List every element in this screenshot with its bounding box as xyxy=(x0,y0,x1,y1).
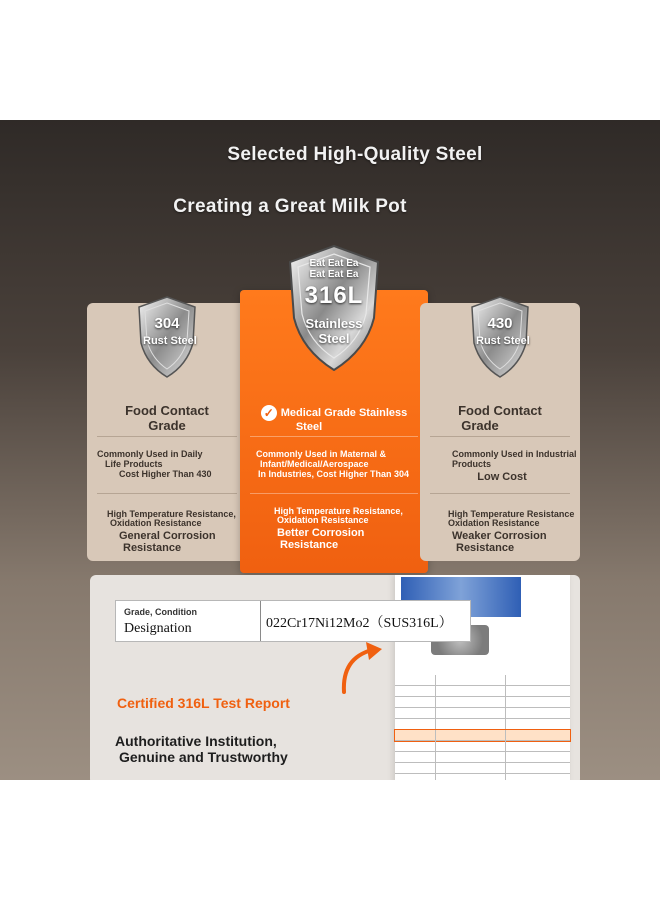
designation-value: 022Cr17Ni12Mo2（SUS316L） xyxy=(266,616,453,631)
shield-304-label: Rust Steel xyxy=(143,335,197,347)
table-row xyxy=(395,741,570,752)
test-report-panel xyxy=(90,575,580,780)
divider xyxy=(250,436,418,437)
shield-316l-top xyxy=(286,258,382,280)
condition-label: Grade, Condition xyxy=(124,607,197,617)
table-row xyxy=(395,719,570,730)
designation-label-cell xyxy=(116,601,261,641)
resist-line: High Temperature Resistance, xyxy=(274,506,403,516)
card-304-resistance xyxy=(107,510,241,554)
shield-430-icon xyxy=(468,295,532,379)
usage-line: Products xyxy=(452,459,492,469)
shield-316l-icon xyxy=(286,244,382,372)
card-304-title-line2: Grade xyxy=(148,418,186,433)
divider xyxy=(430,436,570,437)
card-304 xyxy=(87,303,247,561)
resist-line: Resistance xyxy=(456,542,515,554)
usage-line: Cost Higher Than 430 xyxy=(119,469,212,479)
card-430-title-line2: Grade xyxy=(461,418,499,433)
resist-line: High Temperature Resistance xyxy=(448,510,575,519)
table-row xyxy=(395,708,570,719)
card-316l-title xyxy=(240,405,428,434)
check-icon: ✓ xyxy=(261,405,277,421)
divider xyxy=(430,493,570,494)
shield-430-label: Rust Steel xyxy=(476,335,530,347)
card-430-title xyxy=(420,403,580,433)
card-430-title-line1: Food Contact xyxy=(458,403,542,418)
product-banner xyxy=(0,120,660,780)
table-row-highlight xyxy=(395,730,570,741)
table-row xyxy=(395,686,570,697)
card-430-cost: Low Cost xyxy=(477,471,527,483)
shield-label-line: Steel xyxy=(318,331,350,346)
title-line: Steel xyxy=(295,421,323,433)
authority-line: Genuine and Trustworthy xyxy=(119,749,288,765)
divider xyxy=(97,436,237,437)
shield-304-icon xyxy=(135,295,199,379)
table-row xyxy=(395,675,570,686)
resist-line: High Temperature Resistance, xyxy=(107,509,236,519)
resist-line: Oxidation Resistance xyxy=(448,518,540,528)
card-316l-usage xyxy=(256,449,422,479)
designation-callout xyxy=(115,600,471,642)
curved-arrow-icon xyxy=(338,640,408,695)
authority-statement xyxy=(115,733,375,765)
usage-line: Commonly Used in Daily xyxy=(97,449,203,459)
card-304-title xyxy=(87,403,247,433)
usage-line: Commonly Used in Industrial xyxy=(452,449,577,459)
usage-line: In Industries, Cost Higher Than 304 xyxy=(258,469,410,479)
title-line: Medical Grade Stainless xyxy=(280,406,408,419)
table-row xyxy=(395,752,570,763)
resist-line: General Corrosion xyxy=(119,530,216,542)
certified-report-title: Certified 316L Test Report xyxy=(117,695,290,711)
resist-line: Better Corrosion xyxy=(277,527,365,539)
headline-quality: Selected High-Quality Steel xyxy=(227,144,483,165)
resist-line: Resistance xyxy=(123,542,182,554)
shield-top-line: Eat Eat Ea xyxy=(309,269,359,280)
table-row xyxy=(395,697,570,708)
shield-316l-label xyxy=(286,316,382,346)
card-430-resistance xyxy=(448,510,580,554)
designation-label: Designation xyxy=(124,621,192,636)
usage-line: Commonly Used in Maternal & xyxy=(256,449,387,459)
usage-line: Life Products xyxy=(105,459,163,469)
shield-top-line: Eat Eat Ea xyxy=(309,258,359,269)
shield-label-line: Stainless xyxy=(305,316,363,331)
resist-line: Oxidation Resistance xyxy=(110,518,202,528)
usage-line: Infant/Medical/Aerospace xyxy=(260,459,369,469)
table-row xyxy=(395,774,570,780)
shield-304-number: 304 xyxy=(154,315,180,332)
headline-milk-pot: Creating a Great Milk Pot xyxy=(173,196,407,217)
table-row xyxy=(395,763,570,774)
card-304-usage xyxy=(97,449,241,479)
resist-line: Resistance xyxy=(280,539,339,551)
card-316l xyxy=(240,258,428,573)
report-table xyxy=(395,675,570,780)
card-316l-resistance xyxy=(274,507,422,551)
card-430 xyxy=(420,303,580,561)
resist-line: Oxidation Resistance xyxy=(277,515,369,525)
shield-316l-number: 316L xyxy=(304,282,364,309)
divider xyxy=(97,493,237,494)
divider xyxy=(250,493,418,494)
resist-line: Weaker Corrosion xyxy=(452,530,547,542)
shield-430-number: 430 xyxy=(487,315,513,332)
authority-line: Authoritative Institution, xyxy=(115,733,277,749)
card-430-usage xyxy=(452,449,580,469)
card-304-title-line1: Food Contact xyxy=(125,403,209,418)
